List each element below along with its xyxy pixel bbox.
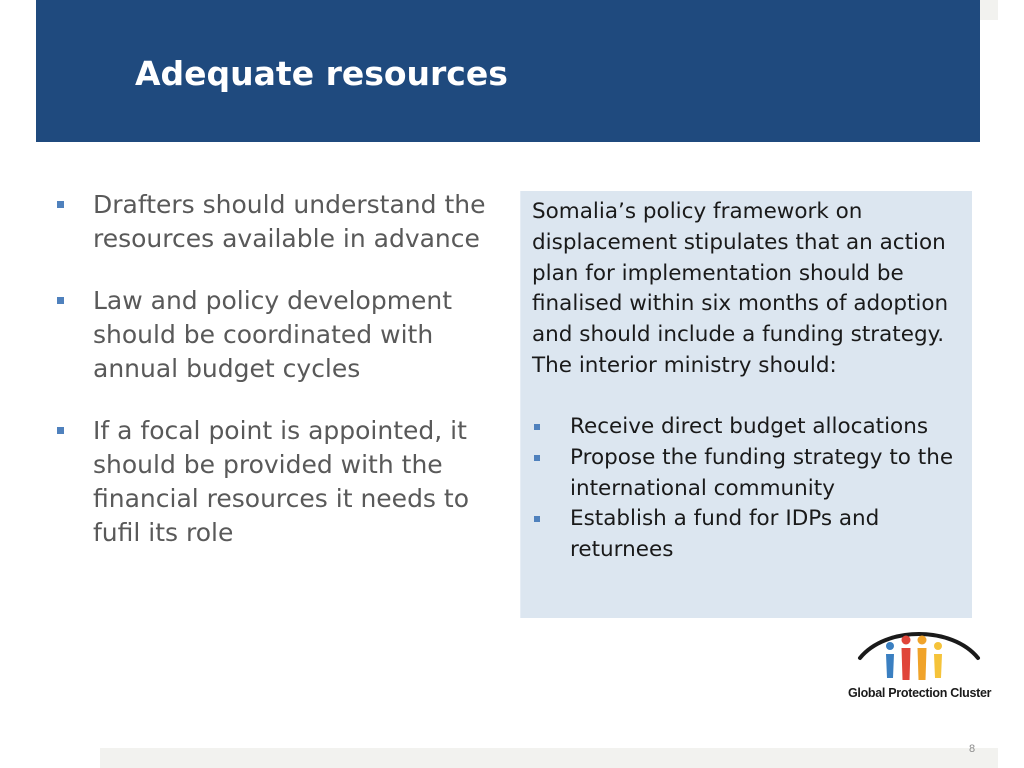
list-item [56, 284, 496, 386]
figure-head [886, 642, 894, 650]
callout-item-text: Receive direct budget allocations [570, 414, 929, 439]
figure-head [934, 642, 942, 650]
square-bullet-icon [534, 455, 540, 461]
people-under-arc-icon [856, 624, 982, 686]
slide-title: Adequate resources [135, 54, 508, 93]
list-item [532, 412, 968, 443]
global-protection-cluster-logo [848, 624, 992, 708]
square-bullet-icon [57, 297, 64, 304]
figure-head [902, 636, 911, 645]
square-bullet-icon [534, 424, 540, 430]
figure-body [934, 654, 942, 678]
square-bullet-icon [534, 516, 540, 522]
callout-list [532, 412, 968, 566]
callout-item-text: Establish a fund for IDPs and returnees [570, 506, 880, 563]
bullet-text: Drafters should understand the resources available in advance [93, 190, 486, 253]
callout-box [520, 191, 972, 618]
list-item [532, 443, 968, 505]
callout-item-text: Propose the funding strategy to the international community [570, 444, 954, 501]
corner-accent [980, 0, 998, 20]
figure-body [918, 648, 927, 680]
list-item [56, 414, 496, 550]
bullet-text: If a focal point is appointed, it should be provided with the financial resources it needs to fufil its role [93, 416, 470, 547]
list-item [532, 504, 968, 566]
bullet-text: Law and policy development should be coordinated with annual budget cycles [93, 286, 453, 383]
list-item [56, 188, 496, 256]
left-bullet-list [56, 188, 496, 578]
logo-text: Global Protection Cluster [848, 686, 992, 700]
footer-strip [100, 748, 998, 768]
figure-body [902, 648, 911, 680]
figure-body [886, 654, 894, 678]
square-bullet-icon [57, 201, 64, 208]
square-bullet-icon [57, 427, 64, 434]
callout-intro: Somalia’s policy framework on displacement stipulates that an action plan for implementation should be finalised within six months of adoption and should include a funding strategy. The interior ministry should: [532, 199, 949, 378]
figure-head [918, 636, 927, 645]
page-number: 8 [968, 743, 976, 755]
